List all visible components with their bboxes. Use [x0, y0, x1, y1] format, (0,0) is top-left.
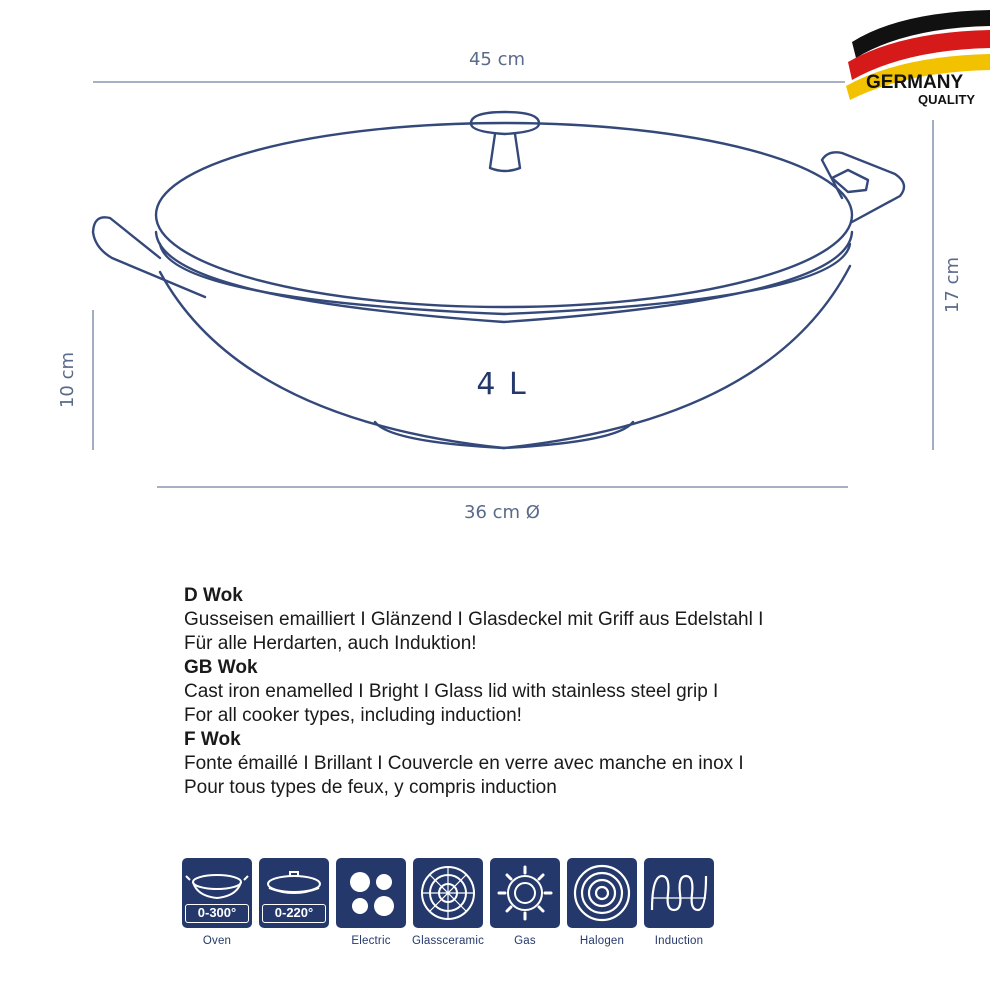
- halogen-hob-icon: [567, 858, 637, 928]
- width-label: 45 cm: [468, 49, 526, 70]
- badge-subtitle: QUALITY: [918, 92, 976, 107]
- icon-cell-oven-lid: [259, 858, 329, 958]
- badge-title: GERMANY: [866, 72, 964, 93]
- induction-hob-icon: [644, 858, 714, 928]
- description-line: Für alle Herdarten, auch Induktion!: [184, 633, 477, 654]
- icon-cell-electric: [336, 858, 406, 958]
- description-line: For all cooker types, including induction!: [184, 705, 522, 726]
- wok-base: [375, 422, 633, 448]
- oven-lid-icon: [259, 858, 329, 928]
- icon-cell-oven: [182, 858, 252, 958]
- germany-quality-badge: [846, 10, 990, 107]
- description-line: Fonte émaillé I Brillant I Couvercle en verre avec manche en inox I: [184, 753, 744, 774]
- lid-temp: 0-220°: [262, 904, 326, 923]
- oven-pan-icon: [182, 858, 252, 928]
- diameter-label: 36 cm Ø: [464, 502, 540, 523]
- description-line: Pour tous types de feux, y compris induction: [184, 777, 557, 798]
- product-description: [184, 584, 984, 800]
- icon-label-electric: Electric: [351, 935, 391, 947]
- icon-cell-glassceramic: [413, 858, 483, 958]
- dimension-lines: [93, 82, 933, 487]
- cooker-compatibility-icons: [182, 858, 714, 958]
- oven-temp: 0-300°: [185, 904, 249, 923]
- glassceramic-hob-icon: [413, 858, 483, 928]
- lid-outline: [156, 123, 852, 307]
- description-heading-gb: GB Wok: [184, 657, 258, 678]
- height-right-label: 17 cm: [942, 256, 963, 314]
- left-handle: [93, 217, 205, 297]
- description-line: Gusseisen emailliert I Glänzend I Glasdeckel mit Griff aus Edelstahl I: [184, 609, 764, 630]
- icon-label-glassceramic: Glassceramic: [411, 935, 485, 947]
- gas-burner-icon: [490, 858, 560, 928]
- icon-cell-gas: [490, 858, 560, 958]
- wok-rim-inner: [160, 244, 850, 314]
- description-heading-fr: F Wok: [184, 729, 241, 750]
- lid-knob-stem: [490, 134, 520, 171]
- icon-label-halogen: Halogen: [579, 935, 625, 947]
- description-line: Cast iron enamelled I Bright I Glass lid with stainless steel grip I: [184, 681, 719, 702]
- description-heading-de: D Wok: [184, 585, 243, 606]
- wok-bowl: [160, 266, 850, 448]
- icon-cell-halogen: [567, 858, 637, 958]
- icon-label-induction: Induction: [654, 935, 704, 947]
- icon-cell-induction: [644, 858, 714, 958]
- height-left-label: 10 cm: [57, 351, 78, 409]
- electric-hob-icon: [336, 858, 406, 928]
- icon-label-gas: Gas: [514, 935, 536, 947]
- capacity-label: 4 L: [476, 367, 528, 402]
- wok-rim: [156, 232, 852, 322]
- icon-label-oven: Oven: [202, 935, 232, 947]
